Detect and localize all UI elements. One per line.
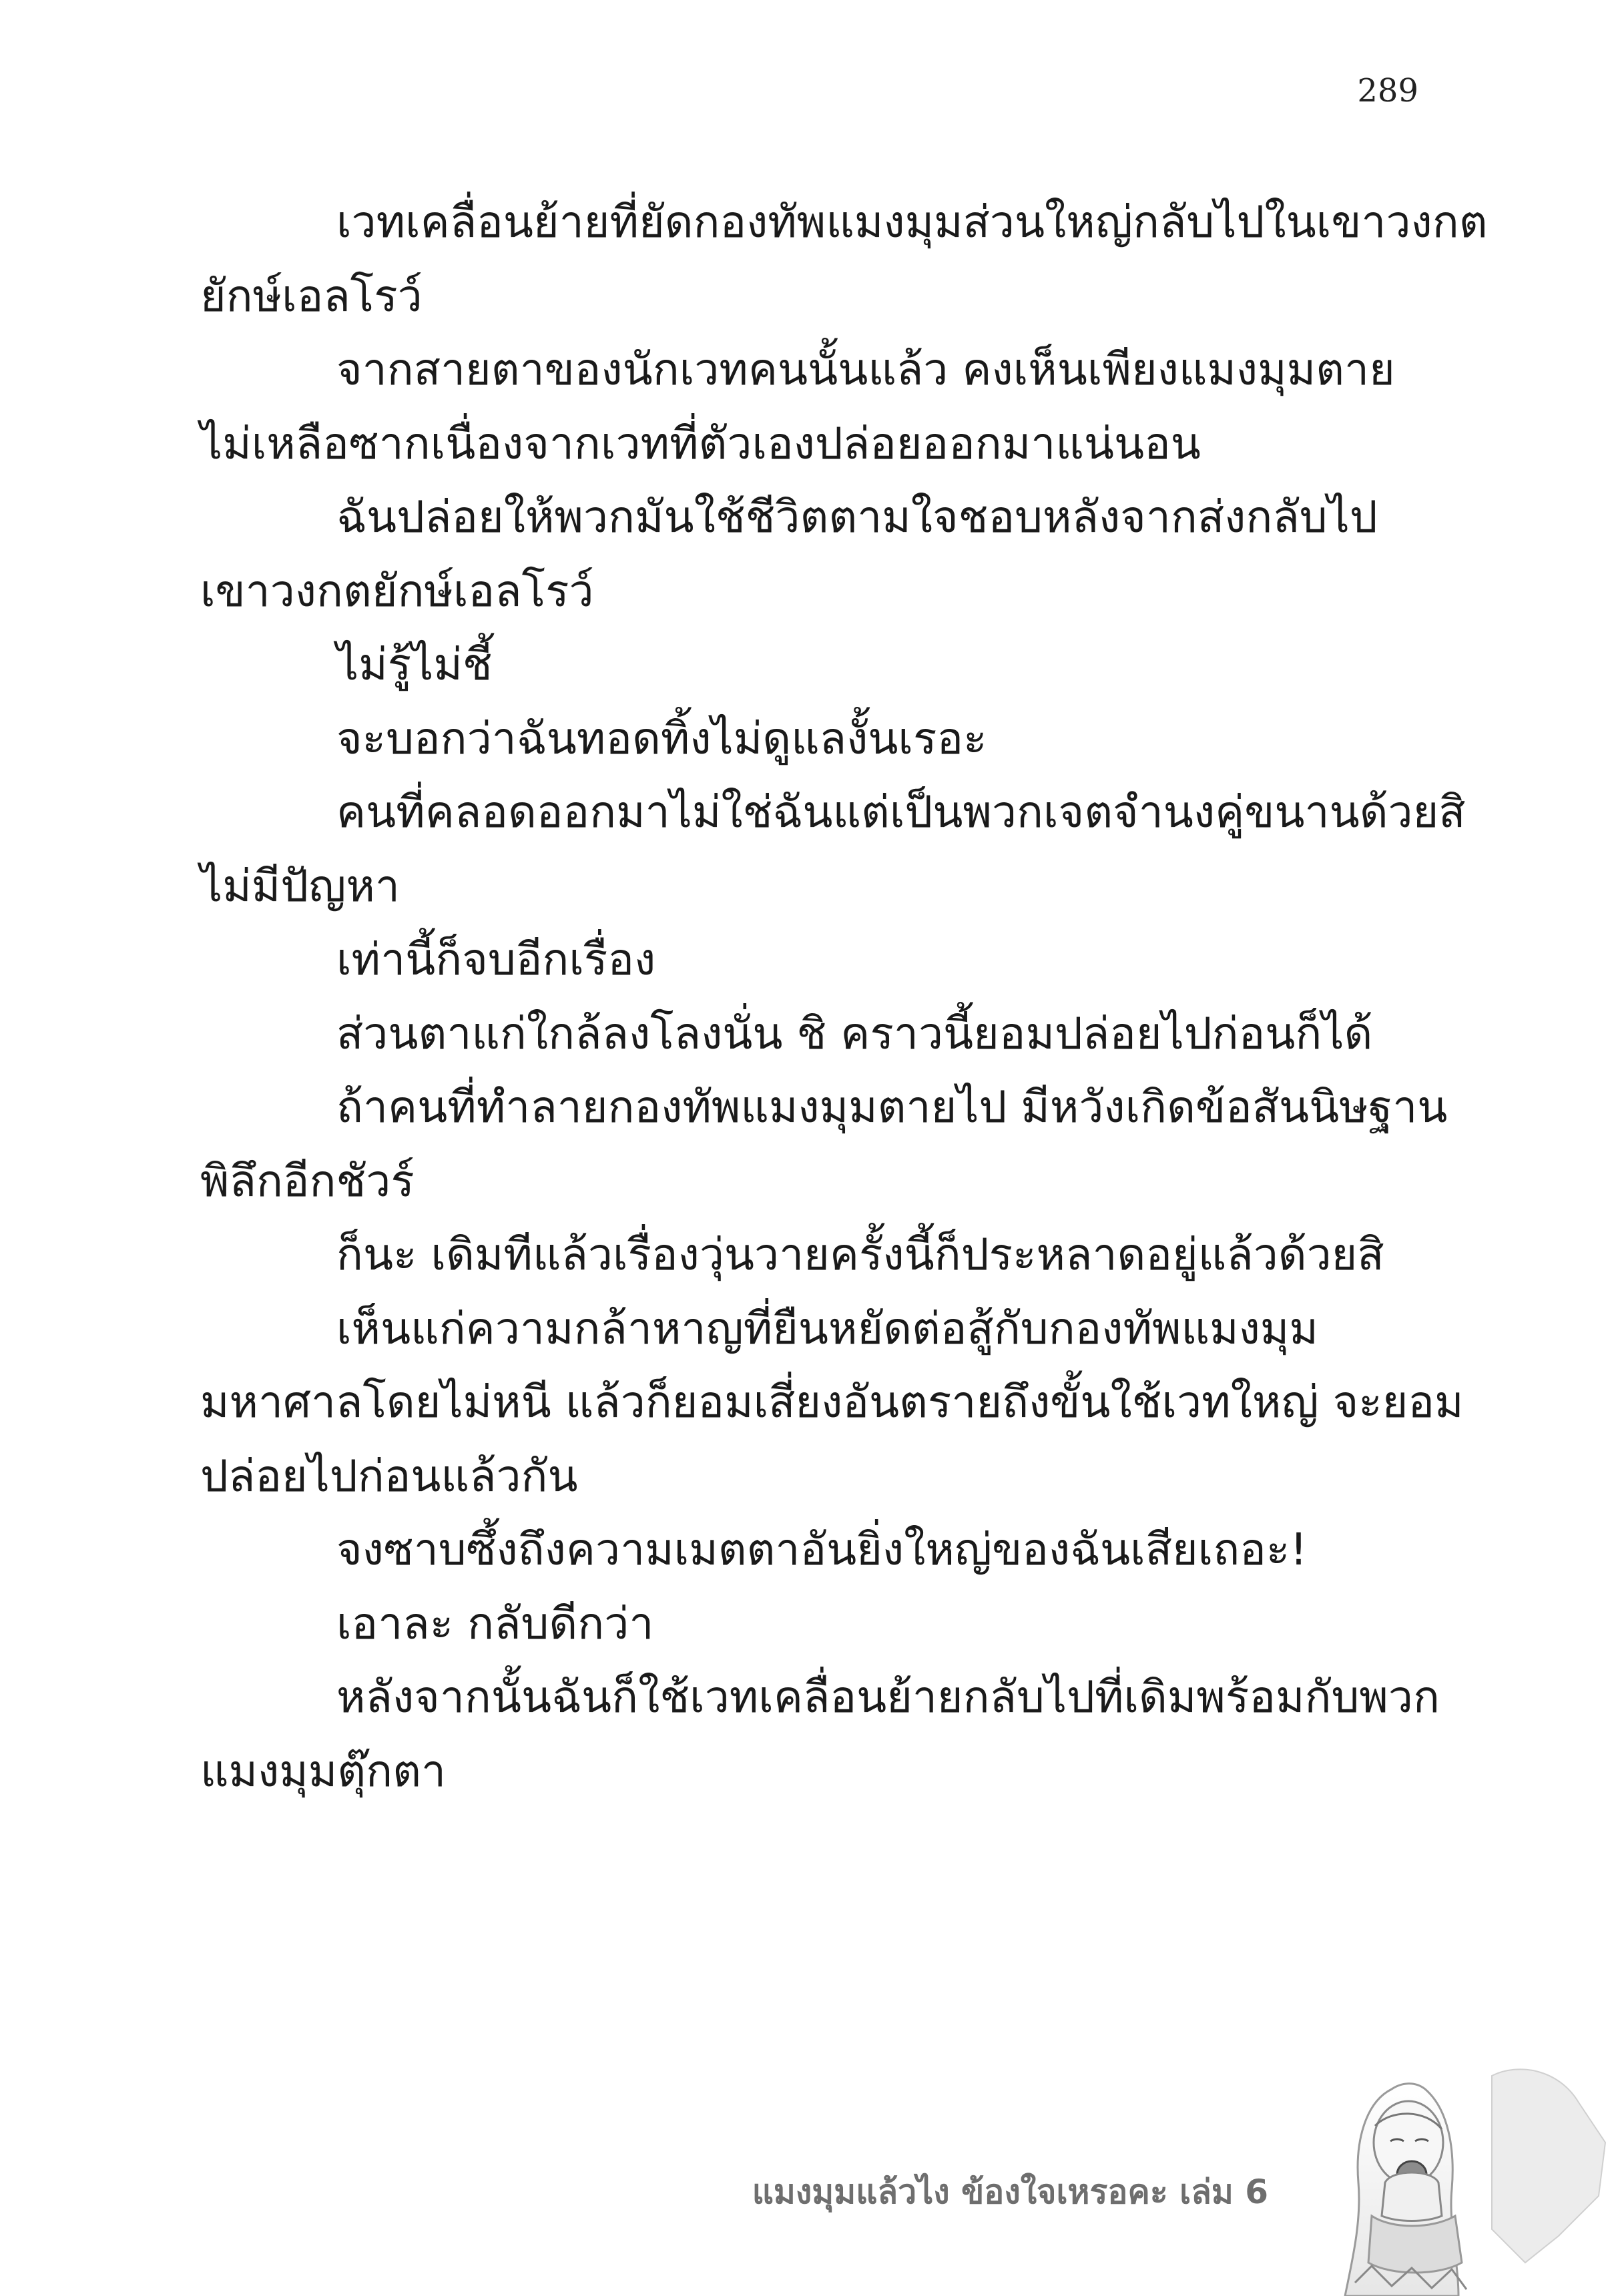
text-line: พิลึกอีกชัวร์ [200, 1155, 415, 1207]
text-line: จากสายตาของนักเวทคนนั้นแล้ว คงเห็นเพียงแมงมุมตาย [336, 344, 1395, 395]
text-line: จะบอกว่าฉันทอดทิ้งไม่ดูแลงั้นเรอะ [336, 712, 987, 764]
text-line: เขาวงกตยักษ์เอลโรว์ [200, 565, 594, 617]
text-line: ไม่เหลือซากเนื่องจากเวทที่ตัวเองปล่อยออกมาแน่นอน [200, 417, 1201, 469]
text-line: ยักษ์เอลโรว์ [200, 270, 423, 322]
text-line: เวทเคลื่อนย้ายที่ยัดกองทัพแมงมุมส่วนใหญ่กลับไปในเขาวงกต [336, 196, 1488, 248]
text-line: ฉันปล่อยให้พวกมันใช้ชีวิตตามใจชอบหลังจากส่งกลับไป [336, 491, 1378, 543]
text-line: คนที่คลอดออกมาไม่ใช่ฉันแต่เป็นพวกเจตจำนงคู่ขนานด้วยสิ [336, 786, 1466, 838]
body-text [200, 186, 1488, 1808]
character-illustration [1292, 2062, 1612, 2296]
text-line: แมงมุมตุ๊กตา [200, 1745, 447, 1797]
page-number: 289 [1357, 72, 1418, 109]
text-line: เท่านี้ก็จบอีกเรื่อง [336, 934, 656, 985]
text-line: ส่วนตาแก่ใกล้ลงโลงนั่น ชิ คราวนี้ยอมปล่อยไปก่อนก็ได้ [336, 1007, 1373, 1059]
text-line: เห็นแก่ความกล้าหาญที่ยืนหยัดต่อสู้กับกองทัพแมงมุม [336, 1302, 1318, 1354]
text-line: เอาละ กลับดีกว่า [336, 1597, 654, 1649]
text-line: ก็นะ เดิมทีแล้วเรื่องวุ่นวายครั้งนี้ก็ประหลาดอยู่แล้วด้วยสิ [336, 1229, 1384, 1280]
text-line: หลังจากนั้นฉันก็ใช้เวทเคลื่อนย้ายกลับไปที่เดิมพร้อมกับพวก [336, 1671, 1440, 1723]
text-line: ถ้าคนที่ทำลายกองทัพแมงมุมตายไป มีหวังเกิดข้อสันนิษฐาน [336, 1081, 1448, 1133]
text-line: ไม่รู้ไม่ชี้ [336, 639, 493, 690]
text-line: ปล่อยไปก่อนแล้วกัน [200, 1450, 578, 1502]
footer-title: แมงมุมแล้วไง ข้องใจเหรอคะ เล่ม 6 [752, 2173, 1268, 2211]
text-line: มหาศาลโดยไม่หนี แล้วก็ยอมเสี่ยงอันตรายถึงขั้นใช้เวทใหญ่ จะยอม [200, 1376, 1464, 1428]
text-line: จงซาบซึ้งถึงความเมตตาอันยิ่งใหญ่ของฉันเสียเถอะ! [336, 1524, 1308, 1575]
text-line: ไม่มีปัญหา [200, 860, 400, 912]
